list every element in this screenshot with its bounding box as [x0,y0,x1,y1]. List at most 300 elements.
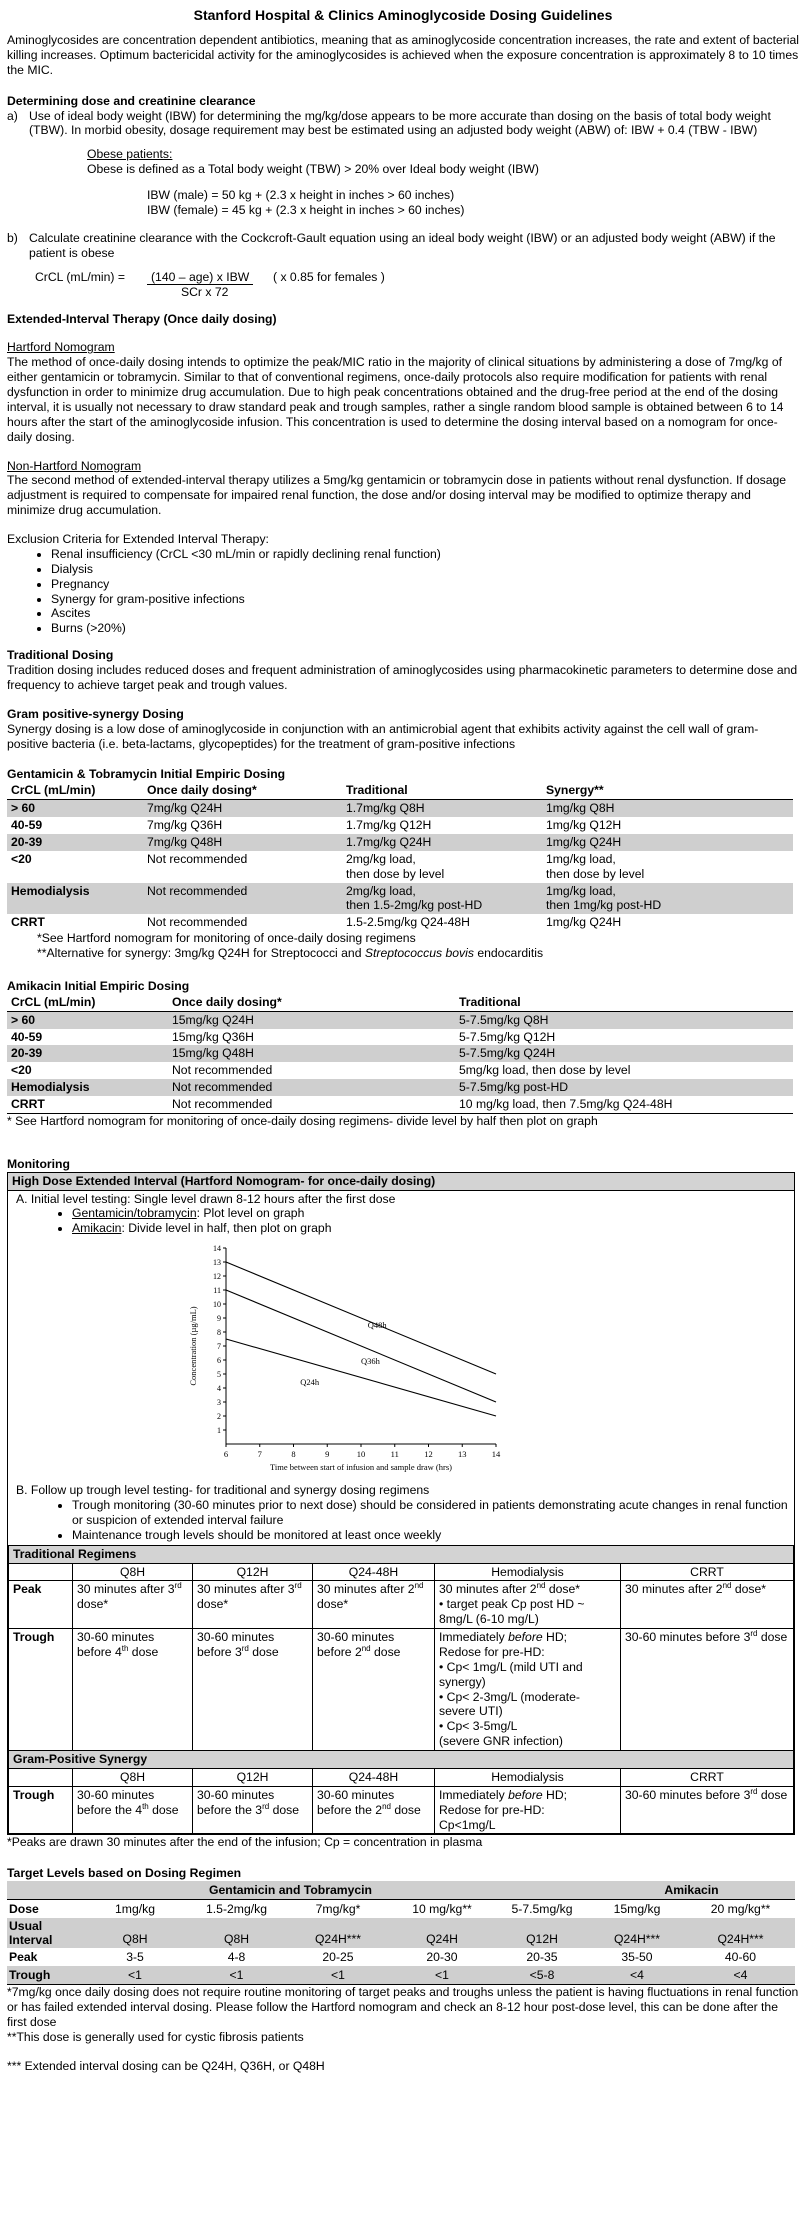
table-row [7,1948,795,1966]
targets-heading: Target Levels based on Dosing Regimen [7,1866,242,1881]
cell-text: 4 [135,1802,143,1817]
table-section-row [9,1751,794,1769]
table-row [9,1629,794,1751]
table-cell [621,1581,794,1629]
list-item: • Dialysis [51,562,799,577]
cell-text: dose* [77,1597,109,1612]
table-row [7,1918,795,1948]
table-row [7,817,793,834]
x-axis-label: Time between start of infusion and sample draw (hrs) [270,1462,452,1473]
table-cell: 2mg/kg load, then 1.5-2mg/kg post-HD [342,883,542,915]
table-cell: 5-7.5mg/kg Q12H [459,1029,556,1044]
initial-level-text: A. Initial level testing: Single level drawn 8-12 hours after the first dose [16,1191,396,1206]
table-header-row [9,1768,794,1786]
cell-text: 3 [234,1644,242,1659]
table-cell: 20 mg/kg** [710,1901,771,1916]
item-letter: a) [7,108,18,123]
dose-heading: Determining dose and creatinine clearance [7,93,256,108]
cell-text: 30-60 minutes before the [197,1787,275,1817]
table-row [7,1062,793,1079]
column-header: CRRT [621,1563,794,1581]
ordinal-suffix: nd [382,1801,391,1811]
table-header-row [7,782,793,799]
column-header: Once daily dosing* [168,994,455,1011]
document-page [7,0,799,2074]
cell-italic: before [508,1630,543,1645]
ordinal-suffix: nd [361,1643,371,1653]
gent-table-heading: Gentamicin & Tobramycin Initial Empiric Dosing [7,767,286,782]
table-cell: 1mg/kg load, then dose by level [546,851,645,881]
target-note-2: **This dose is generally used for cystic fibrosis patients [7,2029,304,2044]
cell-text: 30-60 minutes before the [77,1787,155,1817]
table-cell: Not recommended [147,915,248,930]
table-cell: <1 [85,1966,185,1985]
table-cell: 10 mg/kg load, then 7.5mg/kg Q24-48H [459,1097,673,1112]
table-cell: <20 [11,851,32,866]
amik-dosing-table [7,994,793,1114]
table-cell: Hemodialysis [7,883,143,915]
cell-text: dose* [317,1597,349,1612]
table-cell: Not recommended [168,1079,455,1096]
table-cell: 15mg/kg Q36H [172,1029,254,1044]
y-tick-label: 1 [217,1426,221,1436]
y-tick-label: 2 [217,1412,221,1422]
cell-text: 2 [715,1582,723,1597]
cell-text: 2 [407,1582,415,1597]
table-cell: CRRT [11,1097,45,1112]
bullet-text: : Divide level in half, then plot on graph [121,1221,332,1236]
cell-text: dose* [545,1582,581,1597]
cell-text: Immediately [439,1630,509,1645]
table-header-row [9,1563,794,1581]
y-tick-label: 6 [217,1356,221,1366]
table-cell: Q12H [496,1918,588,1948]
row-label: Usual Interval [7,1918,85,1948]
hartford-nomogram-chart [184,1242,514,1480]
x-tick-label: 14 [491,1449,501,1460]
table-header-row [7,1881,795,1900]
table-row [7,1029,793,1046]
table-cell: 3-5 [126,1949,144,1964]
crcl-denominator: SCr x 72 [181,284,229,299]
cell-text: dose [269,1802,300,1817]
table-cell: Not recommended [147,851,248,866]
hartford-heading: Hartford Nomogram [7,340,115,355]
ordinal-suffix: rd [750,1786,758,1796]
cell-text: 2 [375,1802,383,1817]
table-cell: <1 [185,1966,288,1985]
x-tick-label: 10 [356,1449,366,1460]
table-row [7,883,793,915]
column-header: Synergy** [542,782,793,799]
amik-table-heading: Amikacin Initial Empiric Dosing [7,978,190,993]
x-tick-label: 7 [257,1449,262,1460]
traditional-heading: Traditional Dosing [7,648,114,663]
bullet-text: : Plot level on graph [196,1206,305,1221]
cockcroft-gault-equation [35,270,799,304]
section-heading: Traditional Regimens [9,1545,794,1563]
column-header: Q12H [193,1563,313,1581]
x-tick-label: 11 [390,1449,399,1460]
table-row [9,1786,794,1834]
table-cell [435,1786,621,1834]
list-item: • Synergy for gram-positive infections [51,592,799,607]
cell-text: 3 [167,1582,175,1597]
table-cell: 1mg/kg Q24H [542,834,793,851]
y-tick-label: 3 [217,1398,221,1408]
ordinal-suffix: th [142,1801,149,1811]
column-header: CrCL (mL/min) [7,994,168,1011]
list-item: • Trough monitoring (30-60 minutes prior to next dose) should be considered in patients demonstrating acute changes in renal function or suspicion of extended interval failure [72,1498,790,1528]
series-label: Q48h [367,1320,387,1331]
y-tick-label: 14 [213,1244,221,1254]
gent-note-2 [37,946,799,961]
table-cell: > 60 [7,1011,168,1028]
list-item: • Ascites [51,606,799,621]
table-cell: Hemodialysis [7,1079,168,1096]
x-tick-label: 12 [424,1449,433,1460]
table-cell: 7mg/kg Q24H [143,800,342,817]
table-cell: CRRT [11,915,45,930]
y-tick-label: 5 [217,1370,221,1380]
table-cell: 1mg/kg [115,1901,155,1916]
row-label: Trough [9,1786,73,1834]
y-tick-label: 11 [213,1286,221,1296]
table-row [7,1079,793,1096]
ordinal-suffix: rd [262,1801,270,1811]
group-header: Gentamicin and Tobramycin [85,1881,496,1900]
dose-item-b [7,231,799,261]
intro-paragraph: Aminoglycosides are concentration dependent antibiotics, meaning that as aminoglycoside concentration increases, the rate and extent of bacterial killing increases. Optimum bactericidal activity for the aminoglycosides is achieved when the exposure concentration is approximately 8 to 10 times the MIC. [7,33,799,77]
ordinal-suffix: nd [722,1581,732,1591]
nonhartford-text: The second method of extended-interval therapy utilizes a 5mg/kg gentamicin or tobramycin dose in patients without renal dysfunction. If dosage adjustment is required to compensate for impaired renal function, the dose and/or dosing interval may be modified to optimize therapy and minimize drug accumulation. [7,473,787,518]
table-cell [193,1786,313,1834]
cell-text: 30-60 minutes before [625,1630,744,1645]
y-tick-label: 10 [213,1300,221,1310]
table-cell: > 60 [7,800,143,817]
table-cell: <4 [686,1966,795,1985]
table-cell: 20-25 [322,1949,354,1964]
table-row [7,1045,793,1062]
cell-text: 2 [354,1644,362,1659]
table-cell: 10 mg/kg** [412,1901,472,1916]
table-row [7,1900,795,1919]
cell-text: 3 [287,1582,295,1597]
table-cell [496,1881,588,1900]
table-cell: Q8H [185,1918,288,1948]
cell-text: • Cp< 1mg/L (mild UTI and synergy) [439,1659,583,1689]
table-cell: 1mg/kg Q12H [546,818,622,833]
table-cell: 1.5-2mg/kg [206,1901,267,1916]
table-cell [193,1629,313,1751]
cell-text: 30 minutes after [77,1582,168,1597]
y-tick-label: 8 [217,1328,221,1338]
y-tick-label: 9 [217,1314,221,1324]
table-cell: 5-7.5mg/kg [511,1901,573,1916]
table-cell: 7mg/kg Q36H [147,818,223,833]
y-axis-label: Concentration (µg/mL) [188,1306,198,1386]
table-cell [435,1629,621,1751]
note-italic: Streptococcus bovis [364,946,474,961]
cell-text: dose [128,1644,159,1659]
table-cell: 15mg/kg Q24H [168,1011,455,1028]
series-label: Q24h [300,1377,320,1388]
table-cell [313,1786,435,1834]
table-row [7,1011,793,1028]
column-header: Hemodialysis [435,1768,621,1786]
table-cell [313,1581,435,1629]
column-header: Once daily dosing* [143,782,342,799]
dose-item-a [7,109,799,139]
group-header: Amikacin [588,1881,795,1900]
note-text: endocarditis [473,946,544,961]
x-tick-label: 13 [458,1449,467,1460]
list-item [72,1206,790,1221]
table-row [7,834,793,851]
exclusion-heading: Exclusion Criteria for Extended Interval Therapy: [7,532,269,547]
column-header: Q24-48H [313,1563,435,1581]
table-cell: 7mg/kg Q48H [143,834,342,851]
table-cell: Q24H*** [288,1918,388,1948]
hartford-text: The method of once-daily dosing intends to optimize the peak/MIC ratio in the majority of clinical situations by administering a dose of 7mg/kg of either gentamicin or tobramycin. Similar to that of conventional regimens, once-daily protocols also require modification for patients with renal dysfunction in order to minimize drug accumulation. Due to high peak concentrations obtained and the drug-free period at the end of the dosing interval, it is usually not necessary to draw standard peak and trough samples, rather a single random blood sample is obtained between 6 to 14 hours after the start of the aminoglycoside infusion. This concentration is used to determine the dosing interval based on a nomogram for once-daily dosing. [7,355,784,444]
cell-text: 30-60 minutes before [77,1630,155,1659]
cell-text: 3 [255,1802,263,1817]
cell-text: Redose for pre-HD: [439,1802,545,1817]
monitoring-heading: Monitoring [7,1156,70,1171]
table-cell: 40-59 [11,1029,43,1044]
cell-text: 30-60 minutes before [317,1630,395,1659]
table-cell: Q8H [85,1918,185,1948]
traditional-text: Tradition dosing includes reduced doses and frequent administration of aminoglycosides using pharmacokinetic parameters to determine dose and frequency to achieve target peak and trough values. [7,663,798,692]
cell-text: 30-60 minutes before [197,1630,275,1659]
note-text: **Alternative for synergy: 3mg/kg Q24H for Streptococci and [37,946,365,961]
cell-text: 30 minutes after [317,1582,408,1597]
table-cell: 2mg/kg load, then dose by level [346,851,445,881]
cell-text: Cp<1mg/L [439,1817,496,1832]
hartford-monitoring-box [7,1172,795,1836]
peak-footnote: *Peaks are drawn 30 minutes after the end of the infusion; Cp = concentration in plasma [7,1835,483,1850]
table-cell: 5-7.5mg/kg Q8H [455,1011,793,1028]
cell-text: dose [390,1802,421,1817]
table-cell: 20-39 [7,834,143,851]
table-cell: 15mg/kg [613,1901,661,1916]
table-cell: 20-39 [7,1045,168,1062]
table-cell: Not recommended [143,883,342,915]
cell-text: dose [248,1644,279,1659]
target-note-1: *7mg/kg once daily dosing does not require routine monitoring of target peaks and troughs unless the patient is having fluctuations in renal function or has failed extended interval dosing. Please follow the Hartford nomogram and check an 8-12 hour post-dose level, this can be done after the first dose [7,1985,799,2030]
table-cell: Q24H [388,1918,496,1948]
table-cell: 5-7.5mg/kg Q24H [455,1045,793,1062]
follow-up-text: B. Follow up trough level testing- for traditional and synergy dosing regimens [16,1483,430,1498]
table-cell: 1mg/kg load, then 1mg/kg post-HD [542,883,793,915]
cell-text: • Cp< 3-5mg/L (severe GNR infection) [439,1719,563,1749]
table-cell: Not recommended [172,1063,273,1078]
table-cell [9,1768,73,1786]
table-cell: Not recommended [172,1097,273,1112]
table-cell [9,1563,73,1581]
cell-text: 30 minutes after [625,1582,716,1597]
y-tick-label: 4 [217,1384,221,1394]
table-cell: 40-60 [724,1949,757,1964]
column-header: Q8H [73,1563,193,1581]
list-item: • Pregnancy [51,577,799,592]
table-cell: 35-50 [621,1949,653,1964]
row-label: Dose [9,1901,39,1916]
cell-text: 30-60 minutes before [625,1787,744,1802]
dose-b-text: Calculate creatinine clearance with the Cockcroft-Gault equation using an ideal body weight (IBW) or an adjusted body weight (ABW) if the patient is obese [29,230,776,260]
table-cell [73,1629,193,1751]
table-header-row [7,994,793,1011]
table-cell: 4-8 [227,1949,246,1964]
cell-text: dose* [197,1597,229,1612]
ordinal-suffix: rd [294,1581,302,1591]
column-header: Traditional [455,994,793,1011]
table-row [7,1096,793,1113]
cell-text: 3 [743,1630,751,1645]
table-cell: 1mg/kg Q8H [542,800,793,817]
table-cell: 7mg/kg* [315,1901,361,1916]
bullet-underlined: Gentamicin/tobramycin [72,1206,197,1221]
row-label: Peak [9,1581,73,1629]
dose-a-text: Use of ideal body weight (IBW) for determining the mg/kg/dose appears to be more accurate than dosing on the basis of total body weight (TBW). In morbid obesity, dosage requirement may best be estimated using an adjusted body weight (ABW) of: IBW + 0.4 (TBW - IBW) [29,108,771,138]
ordinal-suffix: rd [750,1629,758,1639]
table-row [7,914,793,931]
ordinal-suffix: nd [414,1581,424,1591]
cell-text: 3 [743,1787,751,1802]
cell-text: dose [757,1787,788,1802]
cell-text: • Cp< 2-3mg/L (moderate-severe UTI) [439,1689,580,1719]
gent-note-1: *See Hartford nomogram for monitoring of once-daily dosing regimens [37,931,416,946]
ordinal-suffix: rd [174,1581,182,1591]
series-line-q36h [226,1290,496,1402]
target-levels-table [7,1881,795,1985]
row-label: Trough [7,1966,85,1985]
cell-text: HD; [542,1630,568,1645]
amik-note: * See Hartford nomogram for monitoring of once-daily dosing regimens- divide level by half then plot on graph [7,1113,598,1128]
cell-text: 30-60 minutes before the [317,1787,395,1817]
box-heading: High Dose Extended Interval (Hartford Nomogram- for once-daily dosing) [8,1173,794,1191]
table-cell: <4 [588,1966,686,1985]
crcl-numerator: (140 – age) x IBW [147,270,253,286]
traditional-regimens-table [8,1545,794,1835]
ordinal-suffix: th [121,1643,129,1653]
cell-text: dose [757,1630,788,1645]
table-cell: 40-59 [11,818,43,833]
table-cell: 20-35 [526,1949,558,1964]
obese-heading: Obese patients: [87,147,173,162]
series-label: Q36h [361,1356,380,1367]
table-section-row [9,1545,794,1563]
table-cell: Q24H*** [686,1918,795,1948]
table-cell: 1.7mg/kg Q24H [342,834,542,851]
cell-text: Immediately [439,1787,509,1802]
table-cell: <1 [288,1966,388,1985]
ibw-male: IBW (male) = 50 kg + (2.3 x height in inches > 60 inches) [147,188,455,203]
cell-text: 4 [114,1644,122,1659]
table-cell: 20-30 [426,1949,458,1964]
cell-text: 30 minutes after [197,1582,288,1597]
table-cell: 15mg/kg Q48H [168,1045,455,1062]
item-letter: b) [7,230,18,245]
table-cell [621,1786,794,1834]
cell-text: dose [148,1802,179,1817]
table-cell [73,1581,193,1629]
table-row [7,851,793,883]
obese-definition: Obese is defined as a Total body weight (TBW) > 20% over Ideal body weight (IBW) [87,162,539,177]
column-header: Traditional [342,782,542,799]
table-cell [313,1629,435,1751]
crcl-lhs: CrCL (mL/min) = [35,269,125,284]
y-tick-label: 13 [213,1258,221,1268]
cell-text: HD; [542,1787,568,1802]
table-cell: 5-7.5mg/kg post-HD [455,1079,793,1096]
table-row [7,1966,795,1985]
synergy-heading: Gram positive-synergy Dosing [7,706,184,721]
list-item [72,1221,790,1236]
cell-italic: before [508,1787,543,1802]
table-cell [435,1581,621,1629]
cell-text: dose [370,1644,401,1659]
table-cell: 1.7mg/kg Q12H [346,818,432,833]
table-cell [621,1629,794,1751]
section-heading: Gram-Positive Synergy [9,1751,794,1769]
table-cell [7,1881,85,1900]
row-label: Trough [9,1629,73,1751]
row-label: Peak [9,1949,38,1964]
table-cell: 1mg/kg Q24H [546,915,622,930]
crcl-female-factor: ( x 0.85 for females ) [273,269,385,284]
table-cell: 1.7mg/kg Q8H [342,800,542,817]
table-cell [193,1581,313,1629]
table-cell: 1.5-2.5mg/kg Q24-48H [346,915,470,930]
cell-text: • target peak Cp post HD ~ 8mg/L (6-10 mg/L) [439,1597,585,1627]
nonhartford-heading: Non-Hartford Nomogram [7,458,142,473]
table-cell: 5mg/kg load, then dose by level [459,1063,631,1078]
cell-text: 2 [529,1582,537,1597]
ibw-female: IBW (female) = 45 kg + (2.3 x height in inches > 60 inches) [147,202,465,217]
x-tick-label: 6 [223,1449,229,1460]
x-tick-label: 9 [325,1449,330,1460]
target-note-3: *** Extended interval dosing can be Q24H, Q36H, or Q48H [7,2058,325,2073]
eit-heading: Extended-Interval Therapy (Once daily dosing) [7,311,277,326]
list-item: • Renal insufficiency (CrCL <30 mL/min or rapidly declining renal function) [51,547,799,562]
cell-text: dose* [731,1582,767,1597]
table-cell: <20 [11,1063,32,1078]
table-cell: <5-8 [496,1966,588,1985]
column-header: CrCL (mL/min) [7,782,143,799]
list-item: • Burns (>20%) [51,621,799,636]
y-tick-label: 12 [213,1272,221,1282]
cell-text: 30 minutes after [439,1582,530,1597]
column-header: Q8H [73,1768,193,1786]
synergy-text: Synergy dosing is a low dose of aminoglycoside in conjunction with an antimicrobial agent that exhibits activity against the cell wall of gram-positive bacteria (i.e. beta-lactams, glycopeptides) for the treatment of gram-positive infections [7,721,759,751]
table-cell [73,1786,193,1834]
page-title: Stanford Hospital & Clinics Aminoglycoside Dosing Guidelines [193,7,613,23]
column-header: Hemodialysis [435,1563,621,1581]
x-tick-label: 8 [291,1449,296,1460]
series-line-q24h [226,1339,496,1416]
table-cell: <1 [388,1966,496,1985]
column-header: CRRT [621,1768,794,1786]
cell-text: Redose for pre-HD: [439,1644,545,1659]
column-header: Q24-48H [313,1768,435,1786]
table-row [7,800,793,817]
table-cell: Q24H*** [588,1918,686,1948]
gent-dosing-table [7,782,793,931]
list-item: • Maintenance trough levels should be monitored at least once weekly [72,1528,790,1543]
column-header: Q12H [193,1768,313,1786]
table-row [9,1581,794,1629]
